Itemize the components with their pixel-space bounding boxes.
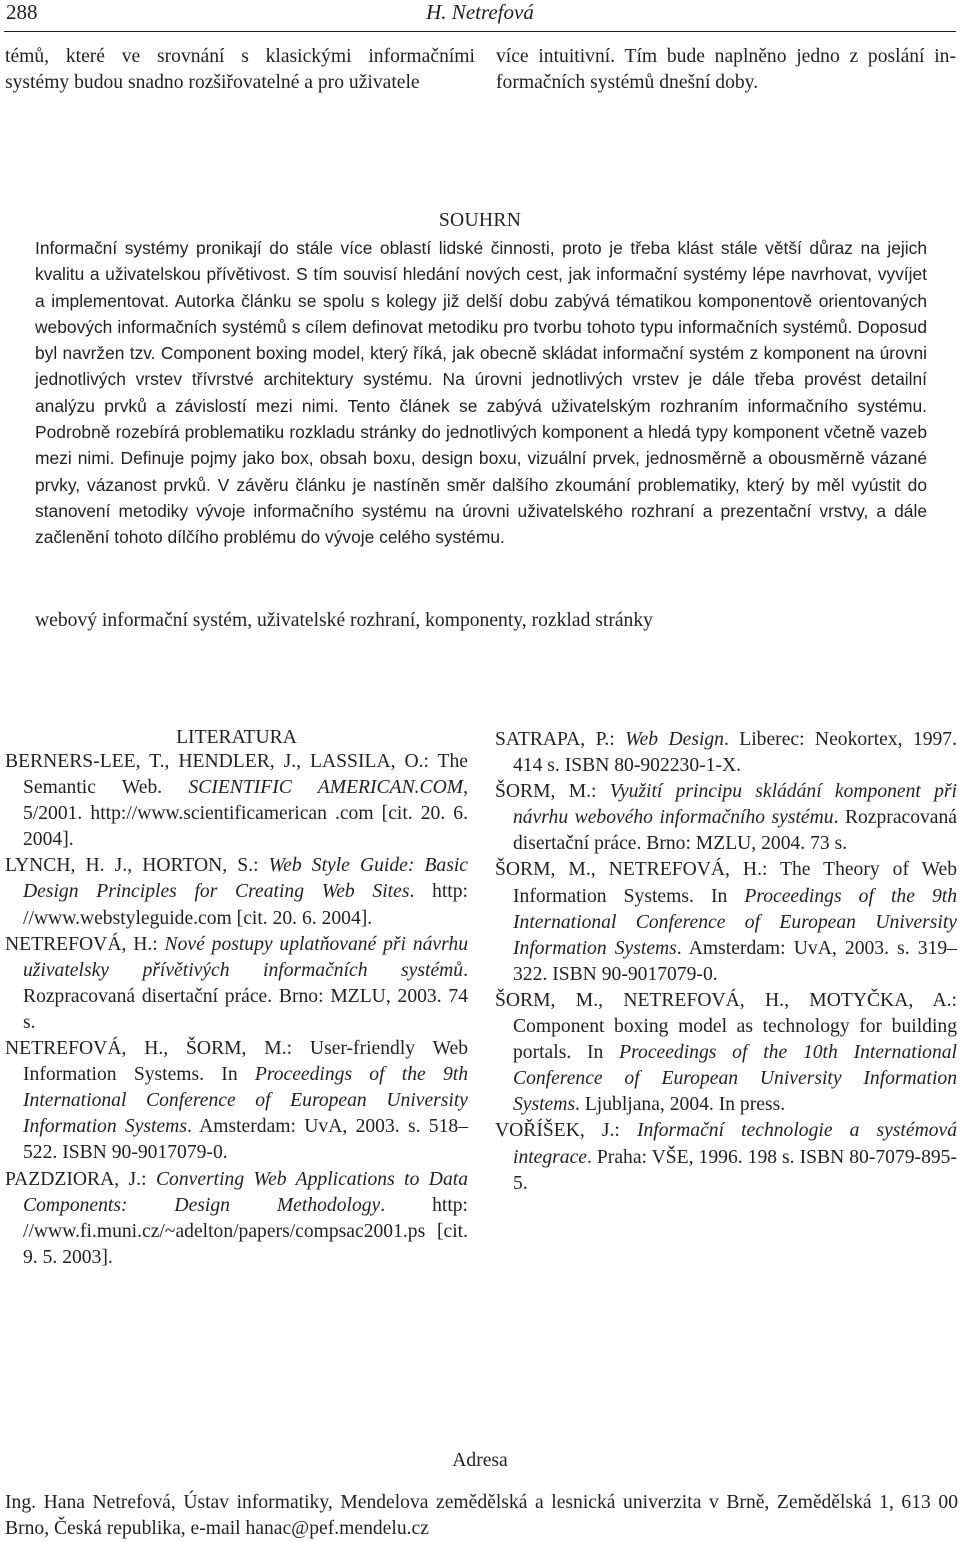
souhrn-abstract: Informační systémy pronikají do stále více oblastí lidské činnosti, proto je třeba klást stále větší důraz na jejich kvalitu a uživatelskou přívětivost. S tím souvisí hledání nových cest, jak informační systémy lépe navrhovat, vyvíjet a implementovat. Autorka článku se spolu s kolegy již delší dobu zabývá tématikou komponentově orientovaných webových informačních systémů s cílem definovat metodiku pro tvorbu tohoto typu informačních systémů. Doposud byl navržen tzv. Component boxing model, který říká, jak obecně skládat informační systém z komponent na úrovni jednotlivých vrstev třívrstvé architektury systému. Na úrovni jednotlivých vrstev je dále třeba provést detailní analýzu prvků a závislostí mezi nimi. Tento článek se zabývá uživatelským rozhraním informačního systému. Podrobně rozebírá problematiku rozkladu stránky do jednotlivých komponent a hledá typy komponent včetně vazeb mezi nimi. Definuje pojmy jako box, obsah boxu, design boxu, vizuální prvek, jednosměrně a obousměrně vázané prvky, vázanost prvků. V závěru článku je nastíněn směr dalšího zkoumání problematiky, který by měl vyústit do stanovení metodiky vývoje informačního systému na úrovni uživatelského rozhraní a prezentační vrstvy, a dále začlenění tohoto dílčího problému do vývoje celého systému. — [35, 238, 927, 548]
souhrn-heading: SOUHRN — [438, 210, 522, 231]
intro-left-line: systémy budou snadno rozšiřovatelné a pro uživatele — [5, 72, 420, 93]
literatura-heading: LITERATURA — [176, 727, 297, 748]
reference-item: NETREFOVÁ, H.: Nové postupy uplatňované při návrhu uživatelsky přívětivých informačních systémů. Rozpracovaná disertační práce. Brno: MZLU, 2003. 74 s. — [5, 933, 468, 1033]
reference-item: NETREFOVÁ, H., ŠORM, M.: User-friendly Web Information Systems. In Proceedings of the 9th International Conference of European University Information Systems. Amsterdam: UvA, 2003. s. 518–522. ISBN 90-9017079-0. — [5, 1038, 469, 1164]
reference-item: LYNCH, H. J., HORTON, S.: Web Style Guide: Basic Design Principles for Creating Web Sites. http: //www.webstyleguide.com [cit. 20. 6. 2004]. — [5, 855, 468, 929]
references-left-column — [5, 749, 468, 1271]
header-rule — [4, 31, 956, 32]
page-number: 288 — [6, 0, 38, 24]
intro-left-column — [5, 44, 475, 96]
keywords: webový informační systém, uživatelské rozhraní, komponenty, rozklad stránky — [35, 610, 653, 631]
reference-item: VOŘÍŠEK, J.: Informační technologie a systémová integrace. Praha: VŠE, 1996. 198 s. ISBN 80-7079-895-5. — [495, 1120, 958, 1194]
reference-item: ŠORM, M.: Využití principu skládání komponent při návrhu webového informačního systému. Rozpracovaná disertační práce. Brno: MZLU, 2004. 73 s. — [495, 781, 957, 855]
reference-item: SATRAPA, P.: Web Design. Liberec: Neokortex, 1997. 414 s. ISBN 80-902230-1-X. — [495, 729, 957, 777]
intro-right-column — [496, 44, 956, 96]
reference-item: ŠORM, M., NETREFOVÁ, H.: The Theory of Web Information Systems. In Proceedings of the 9th International Conference of European University Information Systems. Amsterdam: UvA, 2003. s. 319–322. ISBN 90-9017079-0. — [495, 859, 958, 985]
author-address: Ing. Hana Netrefová, Ústav informatiky, Mendelova zemědělská a lesnická univerzita v Brně, Zemědělská 1, 613 00 Brno, Česká republika, e-mail hanac@pef.mendelu.cz — [5, 1492, 958, 1539]
running-head-author: H. Netrefová — [426, 0, 534, 24]
reference-item: ŠORM, M., NETREFOVÁ, H., MOTYČKA, A.: Component boxing model as technology for building portals. In Proceedings of the 10th International Conference of European University Information Systems. Ljubljana, 2004. In press. — [495, 989, 957, 1116]
intro-right-line: více intuitivní. Tím bude naplněno jedno z poslání in- — [496, 46, 956, 67]
references-right-column — [495, 727, 957, 1197]
intro-right-line: formačních systémů dnešní doby. — [496, 72, 759, 93]
adresa-heading: Adresa — [452, 1450, 508, 1471]
reference-item: BERNERS-LEE, T., HENDLER, J., LASSILA, O.: The Semantic Web. SCIENTIFIC AMERICAN.COM, 5/2001. http://www.scientificamerican .com [cit. 20. 6. 2004]. — [5, 751, 468, 851]
reference-item: PAZDZIORA, J.: Converting Web Applications to Data Components: Design Methodology. http: //www.fi.muni.cz/~adelton/papers/compsac2001.ps [cit. 9. 5. 2003]. — [5, 1168, 468, 1268]
intro-left-line: témů, které ve srovnání s klasickými informačními — [5, 46, 475, 67]
